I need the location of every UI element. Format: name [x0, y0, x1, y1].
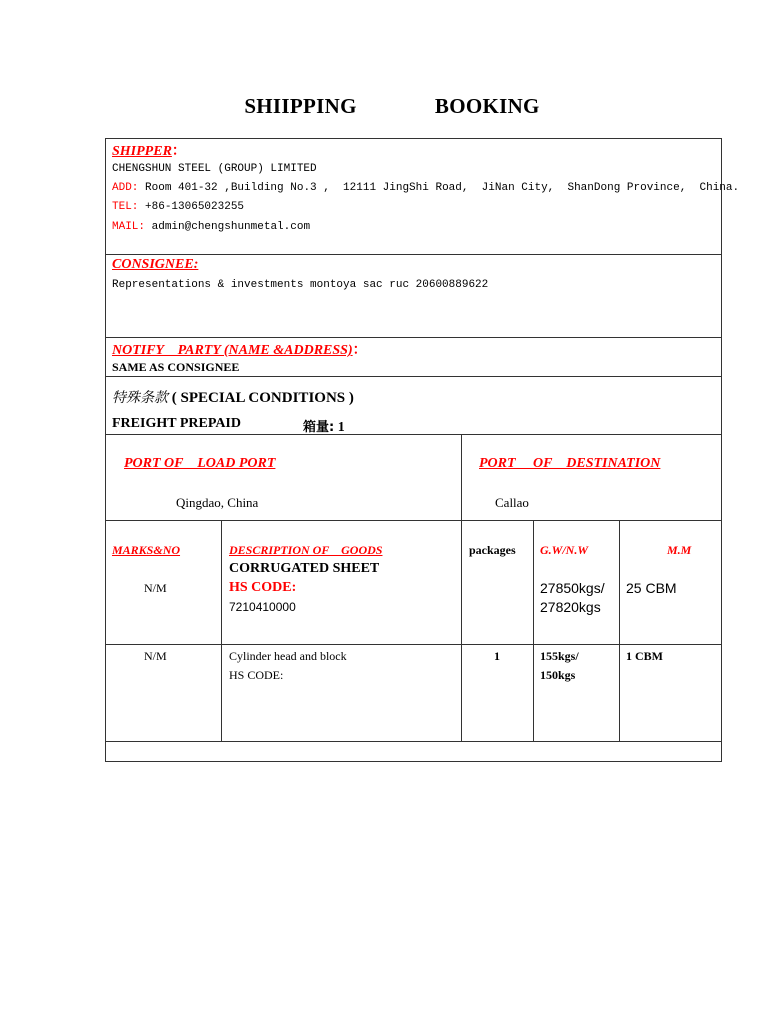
row-description: CORRUGATED SHEET	[229, 561, 380, 576]
container-quantity	[303, 416, 345, 436]
container-qty: 1	[337, 420, 345, 435]
row-description: Cylinder head and block	[229, 649, 347, 663]
divider	[105, 337, 722, 338]
shipper-address: Room 401-32 ,Building No.3 , 12111 JingShi Road, JiNan City, ShanDong Province, China.	[145, 182, 740, 194]
header-measurement: M.M	[667, 543, 692, 557]
row-hs-label: HS CODE:	[229, 580, 297, 595]
divider	[619, 520, 620, 741]
shipper-section	[112, 140, 186, 160]
row-gross-weight: 155kgs/	[540, 649, 579, 663]
row-net-weight: 27820kgs	[540, 599, 601, 615]
shipper-tel-line	[112, 201, 244, 213]
divider	[105, 741, 722, 742]
row-marks: N/M	[144, 649, 167, 663]
row-gross-weight: 27850kgs/	[540, 580, 605, 596]
row-marks: N/M	[144, 581, 167, 595]
divider	[105, 254, 722, 255]
notify-party-section	[112, 339, 367, 359]
port-of-destination-value: Callao	[495, 495, 529, 510]
shipper-label-suffix: ：	[171, 144, 186, 159]
container-label: 箱量:	[303, 420, 335, 435]
consignee-label: CONSIGNEE:	[112, 257, 199, 272]
port-of-load-value: Qingdao, China	[176, 495, 259, 510]
shipper-name: CHENGSHUN STEEL (GROUP) LIMITED	[112, 163, 317, 175]
special-conditions-cn: 特殊条款	[112, 390, 168, 406]
mail-label: MAIL:	[112, 221, 146, 233]
page-title: SHIIPPING BOOKING	[244, 94, 540, 118]
divider	[461, 434, 462, 741]
row-packages: 1	[494, 649, 500, 663]
shipper-mail-line	[112, 221, 310, 233]
notify-party-value: SAME AS CONSIGNEE	[112, 360, 240, 374]
tel-label: TEL:	[112, 201, 139, 213]
header-weight: G.W/N.W	[540, 543, 589, 557]
special-conditions-en: ( SPECIAL CONDITIONS )	[171, 390, 354, 406]
shipper-mail: admin@chengshunmetal.com	[151, 221, 311, 233]
header-packages: packages	[469, 543, 516, 557]
row-hs-code: 7210410000	[229, 600, 296, 614]
shipper-label: SHIPPER	[112, 144, 172, 159]
consignee-value: Representations & investments montoya sac ruc 20600889622	[112, 279, 489, 291]
address-label: ADD:	[112, 182, 139, 194]
row-hs-label: HS CODE:	[229, 668, 284, 682]
row-measurement: 1 CBM	[626, 649, 663, 663]
port-of-load-label: PORT OF LOAD PORT	[124, 456, 276, 471]
freight-terms: FREIGHT PREPAID	[112, 416, 241, 431]
notify-label-suffix: ：	[352, 343, 367, 358]
notify-party-label: NOTIFY PARTY (NAME &ADDRESS)	[112, 343, 353, 358]
header-marks: MARKS&NO	[112, 543, 181, 557]
shipper-address-line	[112, 182, 739, 194]
row-measurement: 25 CBM	[626, 580, 677, 596]
divider	[221, 520, 222, 741]
divider	[105, 376, 722, 377]
divider	[105, 520, 722, 521]
special-conditions-heading	[112, 387, 354, 407]
divider	[533, 520, 534, 741]
header-description: DESCRIPTION OF GOODS	[229, 543, 383, 557]
row-net-weight: 150kgs	[540, 668, 576, 682]
divider	[105, 644, 722, 645]
divider	[105, 434, 722, 435]
shipper-tel: +86-13065023255	[145, 201, 245, 213]
port-of-destination-label: PORT OF DESTINATION	[479, 456, 661, 471]
